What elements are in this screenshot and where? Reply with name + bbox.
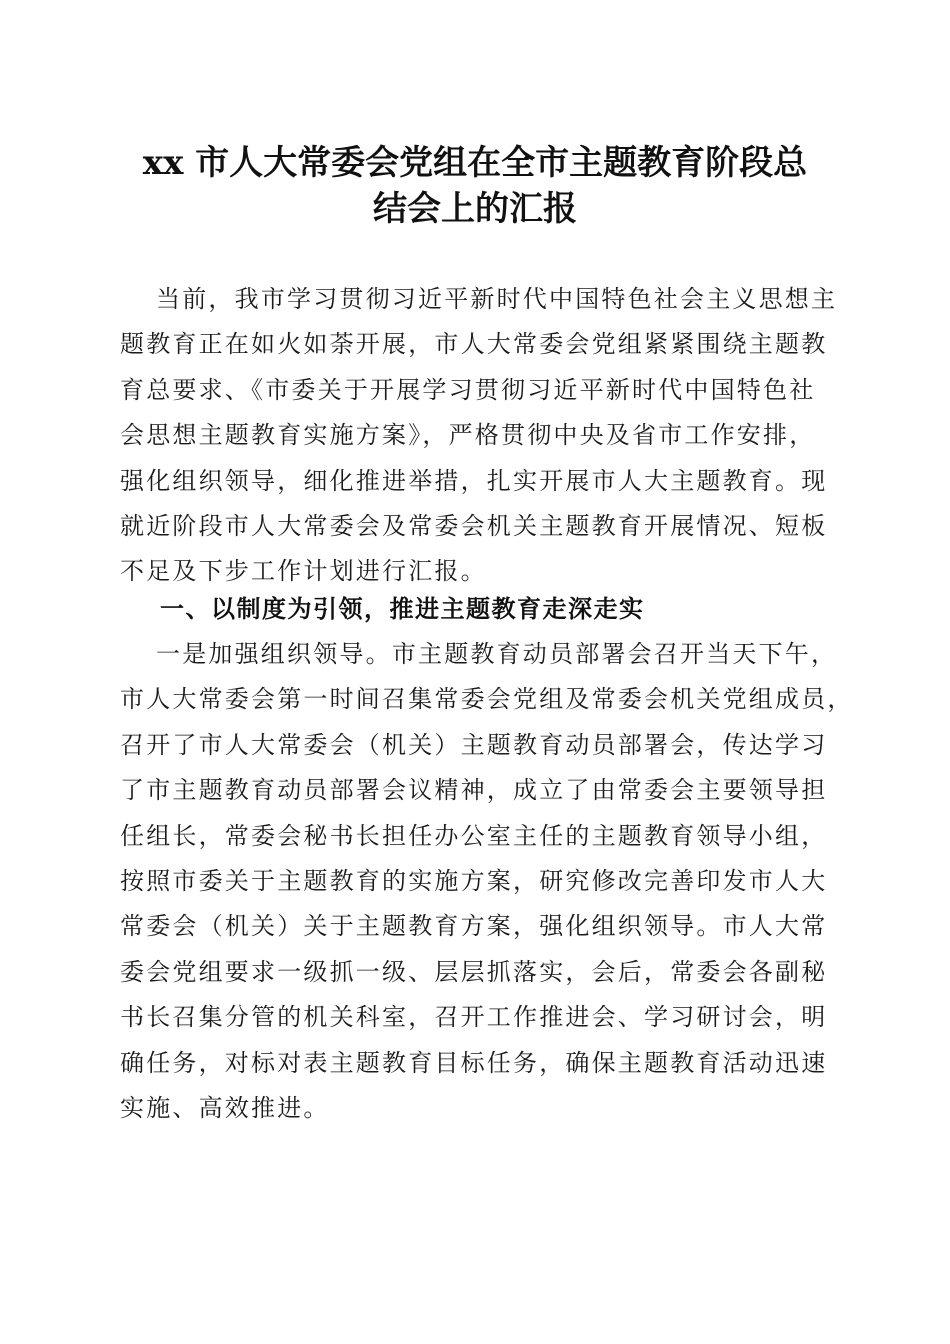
intro-line: 强化组织领导，细化推进举措，扎实开展市人大主题教育。现: [120, 466, 828, 495]
section-line: 了市主题教育动员部署会议精神，成立了由常委会主要领导担: [120, 776, 828, 805]
intro-paragraph: [120, 277, 838, 595]
section-lead: 一是加强组织领导。: [156, 640, 392, 668]
section-line: 市人大常委会第一时间召集常委会党组及常委会机关党组成员，: [120, 685, 854, 714]
section-line: 委会党组要求一级抓一级、层层抓落实，会后，常委会各副秘: [120, 957, 828, 986]
intro-line: 育总要求、《市委关于开展学习贯彻习近平新时代中国特色社: [120, 375, 816, 404]
section-line: 按照市委关于主题教育的实施方案，研究修改完善印发市人大: [120, 867, 828, 896]
section-line: 召开了市人大常委会（机关）主题教育动员部署会，传达学习: [120, 730, 828, 759]
document-title: [100, 140, 850, 232]
section-paragraph: [120, 632, 854, 1131]
section-heading: 一、以制度为引领，推进主题教育走深走实: [160, 595, 645, 623]
intro-line: 会思想主题教育实施方案》，严格贯彻中央及省市工作安排，: [120, 421, 816, 450]
title-line-1: xx 市人大常委会党组在全市主题教育阶段总: [142, 143, 808, 183]
intro-line: 题教育正在如火如荼开展，市人大常委会党组紧紧围绕主题教: [120, 330, 828, 359]
section-line: 任组长，常委会秘书长担任办公室主任的主题教育领导小组，: [120, 821, 828, 850]
section-line: 常委会（机关）关于主题教育方案，强化组织领导。市人大常: [120, 912, 828, 941]
section-line: 书长召集分管的机关科室，召开工作推进会、学习研讨会，明: [120, 1003, 828, 1032]
intro-line: 就近阶段市人大常委会及常委会机关主题教育开展情况、短板: [120, 512, 828, 541]
section-first-line-text: 市主题教育动员部署会召开当天下午，: [391, 640, 838, 668]
section-first-line: [120, 632, 838, 677]
intro-line: 不足及下步工作计划进行汇报。: [120, 557, 487, 586]
section-line: 实施、高效推进。: [120, 1094, 330, 1123]
title-line-2: 结会上的汇报: [373, 189, 577, 229]
section-line: 确任务，对标对表主题教育目标任务，确保主题教育活动迅速: [120, 1048, 828, 1077]
intro-line: 当前，我市学习贯彻习近平新时代中国特色社会主义思想主: [156, 285, 838, 313]
